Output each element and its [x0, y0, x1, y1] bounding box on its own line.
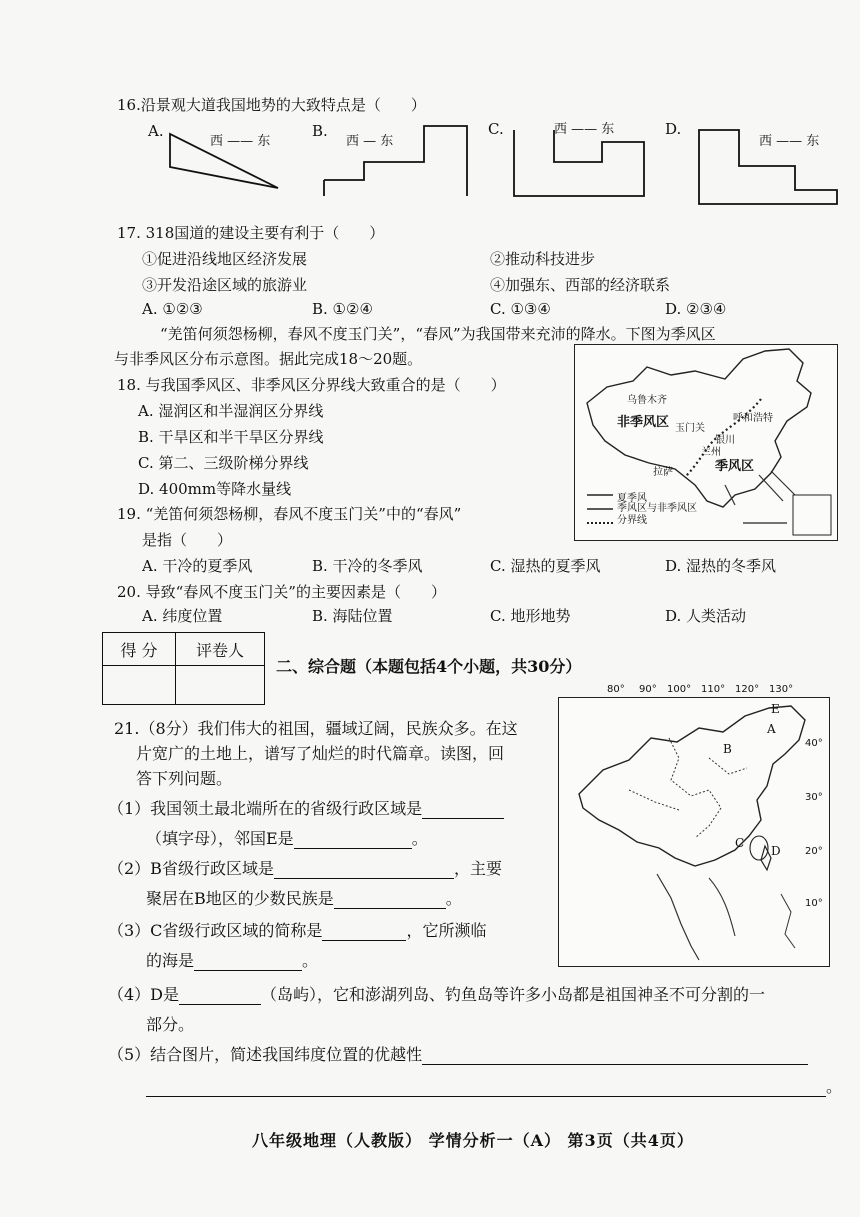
lon-130: 130° — [769, 684, 794, 695]
score-table — [102, 632, 265, 705]
q21-part-3-text: （3）C省级行政区域的简称是 — [108, 921, 323, 940]
q21-intro-line-3: 答下列问题。 — [136, 769, 233, 788]
q19-option-d[interactable]: D. 湿热的冬季风 — [665, 557, 777, 575]
q21-part-5-blank-2[interactable] — [146, 1082, 826, 1097]
q21-intro-line-1: 21.（8分）我们伟大的祖国，疆域辽阔，民族众多。在这 — [114, 719, 518, 738]
lat-40: 40° — [805, 738, 823, 749]
q19-option-b[interactable]: B. 干冷的冬季风 — [312, 557, 423, 575]
q19-option-c[interactable]: C. 湿热的夏季风 — [490, 557, 601, 575]
q18-option-c[interactable]: C. 第二、三级阶梯分界线 — [138, 454, 309, 472]
q16-option-b[interactable] — [312, 122, 472, 198]
q18-option-d[interactable]: D. 400mm等降水量线 — [138, 480, 292, 498]
monsoon-map — [574, 344, 838, 541]
q21-part-1-text: （1）我国领土最北端所在的省级行政区域是 — [108, 799, 423, 818]
q16-option-a-direction: 西 —— 东 — [210, 134, 271, 149]
q21-part-5 — [108, 1042, 808, 1065]
place-lhasa: 拉萨 — [653, 467, 673, 478]
lat-30: 30° — [805, 792, 823, 803]
q20-option-c[interactable]: C. 地形地势 — [490, 607, 571, 625]
q21-part-2-blank-1[interactable] — [274, 864, 454, 879]
q21-part-1-cont — [146, 826, 428, 849]
q16-option-b-letter: B. — [312, 122, 328, 140]
place-yinchuan: 银川 — [715, 435, 735, 446]
q18-option-b[interactable]: B. 干旱区和半干旱区分界线 — [138, 428, 324, 446]
q21-part-4-text-2: （岛屿），它和澎湖列岛、钓鱼岛等许多小岛都是祖国神圣不可分割的一 — [261, 985, 766, 1004]
q16-option-c-direction: 西 —— 东 — [554, 122, 615, 137]
q21-part-5-blank-1[interactable] — [422, 1050, 808, 1065]
q21-part-1 — [108, 796, 504, 819]
map-letter-a: A — [767, 722, 776, 736]
q20-option-b[interactable]: B. 海陆位置 — [312, 607, 393, 625]
place-hohhot: 呼和浩特 — [733, 413, 773, 424]
q18-option-a[interactable]: A. 湿润区和半湿润区分界线 — [138, 402, 324, 420]
q17-option-d[interactable]: D. ②③④ — [665, 300, 727, 318]
legend-boundary: 季风区与非季风区分界线 — [617, 503, 697, 526]
q16-option-d-direction: 西 —— 东 — [759, 134, 820, 149]
q21-part-3-blank-1[interactable] — [322, 926, 406, 941]
q21-intro-line-2: 片宽广的土地上，谱写了灿烂的时代篇章。读图，回 — [136, 744, 505, 763]
map-letter-e: E — [771, 702, 780, 716]
lon-120: 120° — [735, 684, 760, 695]
q16-option-a-letter: A. — [148, 122, 164, 140]
q21-part-2 — [108, 856, 502, 879]
q21-part-2-text-3: 聚居在B地区的少数民族是 — [146, 889, 334, 908]
q16-option-c-letter: C. — [488, 120, 504, 138]
q16-option-b-profile — [312, 122, 472, 198]
q21-part-3-cont — [146, 948, 318, 971]
q21-part-1-end: 。 — [411, 829, 428, 848]
q16-option-c[interactable] — [488, 116, 648, 198]
q20-option-a[interactable]: A. 纬度位置 — [142, 607, 223, 625]
q21-part-3-end: 。 — [302, 951, 319, 970]
lat-20: 20° — [805, 846, 823, 857]
china-map — [558, 684, 830, 967]
q19-stem-line-2: 是指（ ） — [142, 531, 233, 549]
q17-item-4: ④加强东、西部的经济联系 — [490, 276, 671, 294]
q16-option-d[interactable] — [665, 118, 840, 208]
q21-part-3 — [108, 918, 486, 941]
q17-item-2: ②推动科技进步 — [490, 250, 596, 268]
q20-option-d[interactable]: D. 人类活动 — [665, 607, 747, 625]
q18-stem: 18. 与我国季风区、非季风区分界线大致重合的是（ ） — [117, 376, 506, 394]
q16-option-a[interactable] — [148, 122, 288, 192]
score-cell[interactable] — [103, 666, 176, 705]
q21-part-2-text: （2）B省级行政区域是 — [108, 859, 274, 878]
q21-part-4-cont: 部分。 — [146, 1015, 195, 1034]
grader-header: 评卷人 — [176, 633, 265, 666]
q21-part-1-blank-1[interactable] — [422, 804, 504, 819]
page-footer: 八年级地理（人教版） 学情分析一（A） 第3页（共4页） — [252, 1131, 694, 1150]
place-urumqi: 乌鲁木齐 — [627, 395, 667, 406]
q17-item-1: ①促进沿线地区经济发展 — [142, 250, 308, 268]
q21-part-1-blank-2[interactable] — [294, 834, 412, 849]
q17-stem: 17. 318国道的建设主要有利于（ ） — [117, 224, 385, 242]
q16-option-b-direction: 西 — 东 — [346, 134, 394, 149]
q21-part-2-blank-2[interactable] — [334, 894, 446, 909]
q21-part-3-text-3: 的海是 — [146, 951, 195, 970]
place-lanzhou: 兰州 — [701, 447, 721, 458]
lon-80: 80° — [607, 684, 625, 695]
map-letter-b: B — [723, 742, 732, 756]
q17-option-a[interactable]: A. ①②③ — [142, 300, 203, 318]
score-header: 得 分 — [103, 633, 176, 666]
q17-option-c[interactable]: C. ①③④ — [490, 300, 551, 318]
lon-90: 90° — [639, 684, 657, 695]
q19-option-a[interactable]: A. 干冷的夏季风 — [142, 557, 253, 575]
q16-option-d-profile — [665, 118, 840, 208]
legend-summer-monsoon: 夏季风 — [617, 493, 647, 504]
q21-part-3-text-2: ，它所濒临 — [406, 921, 487, 940]
q21-part-2-end: 。 — [445, 889, 462, 908]
q21-part-5-end: 。 — [826, 1077, 843, 1096]
q16-stem: 16.沿景观大道我国地势的大致特点是（ ） — [117, 96, 426, 114]
q16-option-a-profile — [148, 122, 288, 192]
q20-stem: 20. 导致“春风不度玉门关”的主要因素是（ ） — [117, 583, 446, 601]
lon-100: 100° — [667, 684, 692, 695]
grader-cell[interactable] — [176, 666, 265, 705]
monsoon-label: 季风区 — [715, 459, 755, 474]
q21-part-4 — [108, 982, 765, 1005]
q16-option-d-letter: D. — [665, 120, 682, 138]
q21-part-2-text-2: ，主要 — [453, 859, 502, 878]
q21-part-4-blank[interactable] — [179, 990, 261, 1005]
lon-110: 110° — [701, 684, 726, 695]
map-letter-c: C — [735, 836, 745, 850]
china-map-drawing — [559, 698, 829, 966]
section-2-title: 二、综合题（本题包括4个小题，共30分） — [276, 657, 582, 676]
q16-option-c-profile — [488, 116, 648, 198]
q21-part-5-cont — [146, 1074, 842, 1097]
lat-10: 10° — [805, 898, 823, 909]
q17-item-3: ③开发沿途区域的旅游业 — [142, 276, 308, 294]
q21-part-4-text: （4）D是 — [108, 985, 180, 1004]
place-yumenguan: 玉门关 — [675, 423, 705, 434]
intro-line-2: 与非季风区分布示意图。据此完成18～20题。 — [114, 350, 423, 368]
q21-part-2-cont — [146, 886, 462, 909]
q21-part-1-text-2: （填字母），邻国E是 — [146, 829, 294, 848]
q19-stem-line-1: 19. “羌笛何须怨杨柳，春风不度玉门关”中的“春风” — [117, 505, 462, 523]
non-monsoon-label: 非季风区 — [617, 415, 670, 430]
map-letter-d: D — [771, 844, 781, 858]
q17-option-b[interactable]: B. ①②④ — [312, 300, 373, 318]
q21-part-3-blank-2[interactable] — [194, 956, 302, 971]
q21-part-5-text: （5）结合图片，简述我国纬度位置的优越性 — [108, 1045, 423, 1064]
intro-line-1: “羌笛何须怨杨柳，春风不度玉门关”，“春风”为我国带来充沛的降水。下图为季风区 — [160, 325, 716, 343]
